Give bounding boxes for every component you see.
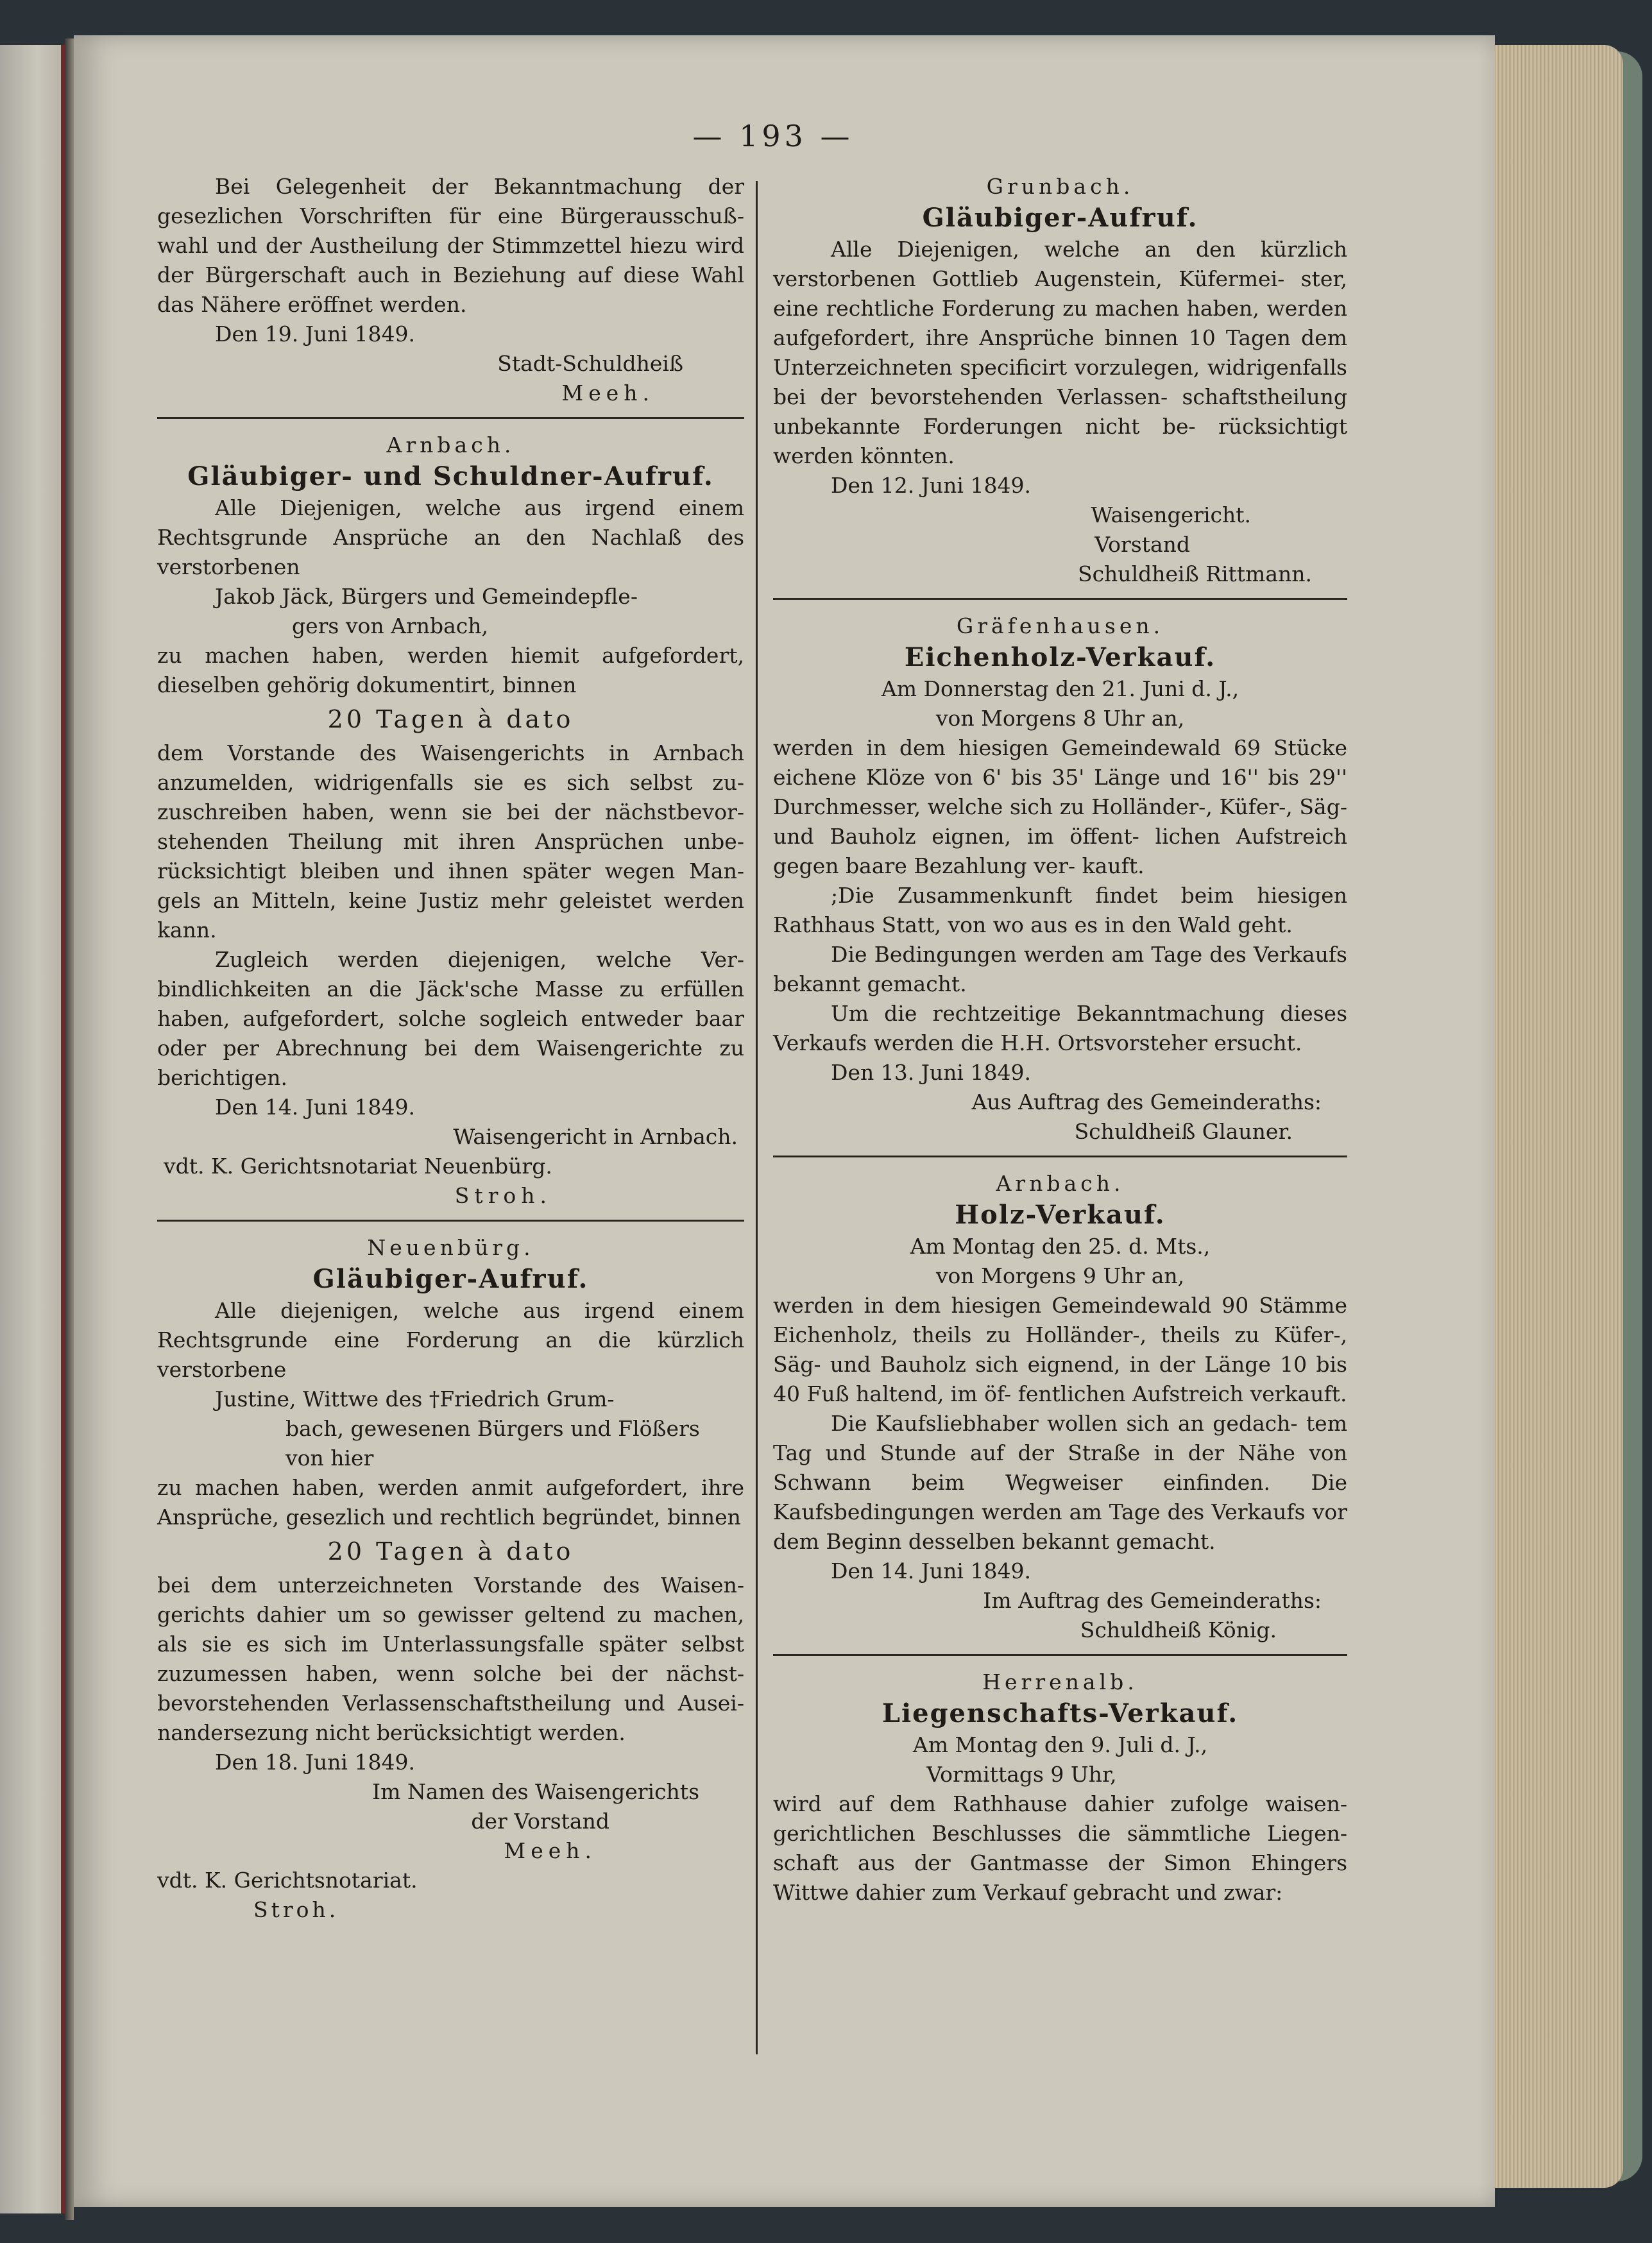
notice-signature-name: Schuldheiß König. (1080, 1617, 1277, 1642)
notice-heading: Eichenholz-Verkauf. (904, 642, 1216, 672)
notice-heading: Liegenschafts-Verkauf. (881, 1698, 1239, 1728)
notice-signature: der Vorstand (471, 1809, 609, 1834)
notice-date: Den 13. Juni 1849. (831, 1060, 1031, 1085)
notice-signature: Waisengericht in Arnbach. (453, 1124, 738, 1149)
notice-place: Gräfenhausen. (956, 613, 1164, 638)
left-column (157, 172, 744, 1925)
notice-place: Grunbach. (986, 174, 1134, 199)
notice-text: wird auf dem Rathhause dahier zufolge waisen- gerichtlichen Beschlusses die sämmtliche Liegen- schaft aus der Gantmasse der Simon Ehingers Wittwe dahier zum Verkauf gebracht und zwar: (773, 1791, 1347, 1905)
notice-place: Herrenalb. (982, 1669, 1138, 1694)
sale-time: von Morgens 9 Uhr an, (935, 1263, 1185, 1288)
notice-text: Bei Gelegenheit der Bekanntmachung der gesezlichen Vorschriften für eine Bürgerausschuß- wahl und der Austheilung der Stimmzettel hiezu wird der Bürgerschaft auch in Beziehung auf diese Wahl das Nähere eröffnet werden. (157, 174, 744, 317)
section-divider (773, 598, 1347, 600)
notice-signature: vdt. K. Gerichtsnotariat Neuenbürg. (164, 1154, 552, 1179)
notice-heading: Gläubiger- und Schuldner-Aufruf. (187, 461, 714, 491)
sale-time: von Morgens 8 Uhr an, (935, 706, 1185, 731)
deceased-name-cont: von hier (285, 1446, 374, 1471)
right-column (773, 172, 1347, 1907)
notice-signature: Im Namen des Waisengerichts (372, 1779, 699, 1804)
page-number: — 193 — (692, 119, 854, 153)
notice-text: Alle Diejenigen, welche aus irgend einem Rechtsgrunde Ansprüche an den Nachlaß des verstorbenen (157, 495, 744, 579)
notice-text: Um die rechtzeitige Bekanntmachung dieses Verkaufs werden die H.H. Ortsvorsteher ersucht. (773, 1001, 1347, 1055)
page-edges (1495, 45, 1623, 2188)
notice-signature: Stadt-Schuldheiß (497, 351, 683, 376)
notice-signature: Im Auftrag des Gemeinderaths: (983, 1588, 1322, 1613)
notice-signature: Vorstand (1094, 532, 1190, 557)
sale-date: Am Montag den 25. d. Mts., (910, 1234, 1211, 1259)
notice-text: bei dem unterzeichneten Vorstande des Waisen- gerichts dahier um so gewisser geltend zu machen, als sie es sich im Unterlassungsfalle später selbst zuzumessen haben, wenn solche bei der nächst- bevorstehenden Verlassenschaftstheilung und Ausei- nandersezung nicht berücksichtigt werden. (157, 1573, 744, 1745)
notice-signature-name: Stroh. (454, 1183, 552, 1208)
notice-text: werden in dem hiesigen Gemeindewald 69 Stücke eichene Klöze von 6' bis 35' Länge und 16'' bis 29'' Durchmesser, welche sich zu Holländer-, Küfer-, Säg- und Bauholz eignen, im öffent- lichen Aufstreich gegen baare Bezahlung ver- kauft. (773, 735, 1347, 878)
notice-place: Arnbach. (996, 1171, 1125, 1196)
notice-date: Den 18. Juni 1849. (215, 1750, 415, 1775)
notice-signature: vdt. K. Gerichtsnotariat. (157, 1868, 418, 1893)
sale-date: Am Donnerstag den 21. Juni d. J., (881, 676, 1239, 701)
notice-heading: Gläubiger-Aufruf. (922, 203, 1198, 233)
notice-signature-name: Schuldheiß Rittmann. (1077, 561, 1312, 586)
deadline: 20 Tagen à dato (327, 705, 574, 733)
sale-time: Vormittags 9 Uhr, (926, 1762, 1117, 1787)
notice-text: Die Bedingungen werden am Tage des Verkaufs bekannt gemacht. (773, 942, 1347, 996)
deceased-name-cont: bach, gewesenen Bürgers und Flößers (285, 1416, 700, 1441)
notice-signature-name: Schuldheiß Glauner. (1074, 1119, 1293, 1144)
deceased-name: Justine, Wittwe des †Friedrich Grum- (215, 1386, 615, 1411)
notice-text: dem Vorstande des Waisengerichts in Arnbach anzumelden, widrigenfalls sie es sich selbst zu- zuschreiben haben, wenn sie bei der nächstbevor- stehenden Theilung mit ihren Ansprüchen unbe- rücksichtigt bleiben und ihnen später wegen Man- gels an Mitteln, keine Justiz mehr geleistet werden kann. (157, 740, 744, 942)
column-divider (756, 181, 758, 2054)
notice-arnbach-creditors (157, 431, 744, 1211)
notice-signature-name: Meeh. (561, 380, 654, 405)
notice-signature: Aus Auftrag des Gemeinderaths: (971, 1089, 1322, 1114)
notice-text: Alle diejenigen, welche aus irgend einem Rechtsgrunde eine Forderung an die kürzlich verstorbene (157, 1298, 744, 1382)
notice-text: zu machen haben, werden hiemit aufgefordert, dieselben gehörig dokumentirt, binnen (157, 643, 744, 697)
left-page-edge (0, 45, 65, 2213)
notice-text: ;Die Zusammenkunft findet beim hiesigen Rathhaus Statt, von wo aus es in den Wald geht. (773, 883, 1347, 937)
notice-text: zu machen haben, werden anmit aufgefordert, ihre Ansprüche, gesezlich und rechtlich begründet, binnen (157, 1475, 744, 1530)
notice-text: Die Kaufsliebhaber wollen sich an gedach- tem Tag und Stunde auf der Straße in der Nähe von Schwann beim Wegweiser einfinden. Die Kaufsbedingungen werden am Tage des Verkaufs vor dem Beginn desselben bekannt gemacht. (773, 1411, 1347, 1554)
section-divider (773, 1156, 1347, 1157)
notice-text: Zugleich werden diejenigen, welche Ver- bindlichkeiten an die Jäck'sche Masse zu erfüllen haben, aufgefordert, solche sogleich entweder baar oder per Abrechnung bei dem Waisengerichte zu berichtigen. (157, 947, 744, 1090)
notice-text: Alle Diejenigen, welche an den kürzlich verstorbenen Gottlieb Augenstein, Küfermei- ster, eine rechtliche Forderung zu machen haben, werden aufgefordert, ihre Ansprüche binnen 10 Tagen dem Unterzeichneten specificirt vorzulegen, widrigenfalls bei der bevorstehenden Verlassen- schaftstheilung unbekannte Forderungen nicht be- rücksichtigt werden könnten. (773, 237, 1347, 468)
section-divider (773, 1654, 1347, 1656)
notice-place: Neuenbürg. (367, 1235, 534, 1260)
section-divider (157, 417, 744, 419)
notice-date: Den 14. Juni 1849. (215, 1095, 415, 1120)
deadline: 20 Tagen à dato (327, 1537, 574, 1565)
notice-signature: Waisengericht. (1091, 502, 1251, 527)
notice-date: Den 12. Juni 1849. (831, 473, 1031, 498)
book-spine (65, 38, 74, 2220)
notice-graefenhausen-sale (773, 611, 1347, 1147)
notice-signature-name: Stroh. (253, 1897, 339, 1922)
deceased-name-cont: gers von Arnbach, (292, 613, 488, 638)
notice-heading: Holz-Verkauf. (955, 1200, 1166, 1230)
notice-arnbach-wood-sale (773, 1169, 1347, 1645)
notice-text: werden in dem hiesigen Gemeindewald 90 Stämme Eichenholz, theils zu Holländer-, theils zu Küfer-, Säg- und Bauholz sich eignend, in der Länge 10 bis 40 Fuß haltend, im öf- fentlichen Aufstreich verkauft. (773, 1293, 1347, 1406)
notice-signature-name: Meeh. (504, 1838, 597, 1863)
notice-intro (157, 172, 744, 408)
section-divider (157, 1220, 744, 1222)
notice-heading: Gläubiger-Aufruf. (312, 1264, 589, 1294)
sale-date: Am Montag den 9. Juli d. J., (912, 1732, 1208, 1757)
notice-neuenbuerg-creditors (157, 1233, 744, 1925)
notice-place: Arnbach. (386, 432, 515, 457)
deceased-name: Jakob Jäck, Bürgers und Gemeindepfle- (215, 584, 638, 609)
notice-date: Den 14. Juni 1849. (831, 1558, 1031, 1583)
notice-date: Den 19. Juni 1849. (215, 321, 415, 346)
notice-grunbach-creditors (773, 172, 1347, 589)
notice-herrenalb-property-sale (773, 1667, 1347, 1907)
